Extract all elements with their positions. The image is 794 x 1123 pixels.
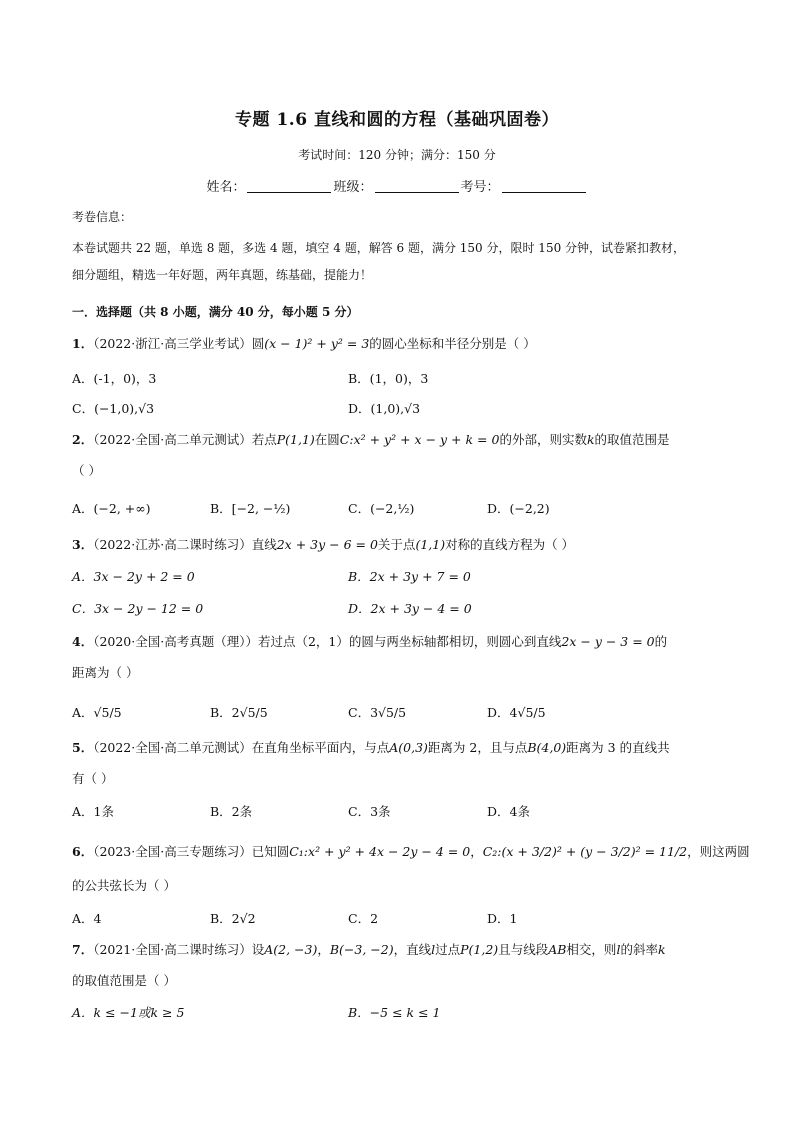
option-b: B．2x + 3y + 7 = 0 — [348, 569, 471, 584]
question-text: 的圆心坐标和半径分别是（ ） — [369, 336, 536, 351]
question-text: 的外部，则实数 — [499, 432, 587, 447]
option-b: B．−5 ≤ k ≤ 1 — [348, 1005, 441, 1020]
question-text: ，则这两圆 — [687, 844, 750, 859]
question-6 — [72, 842, 750, 862]
option-a: A．(-1，0)，3 — [72, 371, 157, 386]
question-text: 过点 — [435, 942, 461, 957]
number-label: 考号： — [460, 180, 500, 195]
question-text: ，直线 — [393, 942, 432, 957]
option-a: A．1条 — [72, 804, 114, 819]
math-expression: AB — [548, 942, 567, 957]
question-source: （2023·全国·高三专题练习） — [93, 844, 252, 859]
question-6-line-2: 的公共弦长为（ ） — [72, 878, 176, 893]
option-c: C．2 — [348, 911, 379, 926]
question-2-line-2: （ ） — [72, 463, 101, 478]
name-label: 姓名： — [206, 180, 246, 195]
option-c: C．3条 — [348, 804, 391, 819]
question-number: 1． — [72, 336, 94, 351]
math-expression: 2x − y − 3 = 0 — [561, 634, 655, 649]
option-b: B．(1，0)，3 — [348, 371, 429, 386]
name-blank[interactable] — [247, 180, 331, 193]
math-expression: B(4,0) — [527, 740, 567, 755]
math-expression: l — [616, 942, 621, 957]
question-source: （2020·全国·高考真题（理）） — [93, 634, 258, 649]
question-5 — [72, 738, 722, 758]
info-heading: 考卷信息： — [72, 210, 133, 224]
question-7-line-2: 的取值范围是（ ） — [72, 973, 176, 988]
question-source: （2022·江苏·高二课时练习） — [93, 537, 252, 552]
option-c: C．(−1,0),√3 — [72, 401, 155, 416]
option-a: A．3x − 2y + 2 = 0 — [72, 569, 195, 584]
question-text: 距离为 3 的直线共 — [566, 740, 670, 755]
question-text: 已知圆 — [251, 844, 290, 859]
question-source: （2021·全国·高二课时练习） — [93, 942, 252, 957]
question-1 — [72, 334, 722, 354]
option-d: D．4条 — [487, 804, 530, 819]
math-expression: k — [657, 942, 666, 957]
question-text: 若点 — [251, 432, 277, 447]
question-text: 圆 — [251, 336, 265, 351]
option-d: D．2x + 3y − 4 = 0 — [348, 601, 472, 616]
option-b: B．2条 — [210, 804, 253, 819]
number-blank[interactable] — [502, 180, 586, 193]
option-c: C．3√5/5 — [348, 705, 407, 720]
math-expression: P(1,1) — [276, 432, 315, 447]
question-4 — [72, 632, 722, 652]
math-expression: (x − 1)² + y² = 3 — [264, 336, 370, 351]
option-d: D．1 — [487, 911, 518, 926]
section-heading: 一．选择题（共 8 小题，满分 40 分，每小题 5 分） — [72, 305, 359, 319]
question-text: 在直角坐标平面内，与点 — [251, 740, 390, 755]
question-4-line-2: 距离为（ ） — [72, 665, 139, 680]
question-5-line-2: 有（ ） — [72, 771, 114, 786]
option-b: B．[−2, −½) — [210, 501, 291, 516]
page-title: 专题 1.6 直线和圆的方程（基础巩固卷） — [235, 110, 559, 130]
question-text: 设 — [251, 942, 265, 957]
question-number: 4． — [72, 634, 94, 649]
math-expression: 2x + 3y − 6 = 0 — [276, 537, 378, 552]
question-text: 若过点（2，1）的圆与两坐标轴都相切，则圆心到直线 — [257, 634, 562, 649]
option-a: A．√5/5 — [72, 705, 122, 720]
option-a: A．k ≤ −1或k ≥ 5 — [72, 1005, 185, 1020]
question-text: 在圆 — [314, 432, 340, 447]
info-line-2: 细分题组，精选一年好题，两年真题，练基础，提能力！ — [72, 268, 373, 282]
question-text: 且与线段 — [498, 942, 549, 957]
math-expression: k — [586, 432, 595, 447]
question-text: 相交，则 — [566, 942, 617, 957]
option-c: C．3x − 2y − 12 = 0 — [72, 601, 204, 616]
option-a: A．4 — [72, 911, 102, 926]
question-source: （2022·全国·高二单元测试） — [93, 740, 252, 755]
question-number: 5． — [72, 740, 94, 755]
option-b: B．2√2 — [210, 911, 256, 926]
exam-time: 考试时间：120 分钟；满分：150 分 — [298, 148, 496, 162]
math-expression: l — [431, 942, 436, 957]
question-text: 的取值范围是 — [594, 432, 670, 447]
student-info-line — [0, 176, 794, 195]
option-d: D．(−2,2) — [487, 501, 550, 516]
math-expression: C₂:(x + 3/2)² + (y − 3/2)² = 11/2 — [482, 844, 688, 859]
question-number: 6． — [72, 844, 94, 859]
question-text: 距离为 2，且与点 — [427, 740, 528, 755]
question-2 — [72, 430, 722, 450]
math-expression: B(−3, −2) — [329, 942, 394, 957]
question-text: 直线 — [251, 537, 277, 552]
option-b: B．2√5/5 — [210, 705, 268, 720]
question-text: 对称的直线方程为（ ） — [445, 537, 575, 552]
math-expression: (1,1) — [415, 537, 446, 552]
math-expression: A(2, −3) — [264, 942, 318, 957]
question-text: 的斜率 — [620, 942, 658, 957]
class-label: 班级： — [333, 180, 373, 195]
class-blank[interactable] — [375, 180, 459, 193]
math-expression: C:x² + y² + x − y + k = 0 — [339, 432, 500, 447]
math-expression: C₁:x² + y² + 4x − 2y − 4 = 0 — [289, 844, 471, 859]
question-number: 3． — [72, 537, 94, 552]
option-a: A．(−2, +∞) — [72, 501, 151, 516]
option-d: D．(1,0),√3 — [348, 401, 421, 416]
question-source: （2022·全国·高二单元测试） — [93, 432, 252, 447]
math-expression: A(0,3) — [389, 740, 428, 755]
math-expression: P(1,2) — [460, 942, 499, 957]
question-text: 的 — [654, 634, 668, 649]
question-text: 关于点 — [377, 537, 416, 552]
question-text: ， — [470, 844, 483, 859]
question-number: 7． — [72, 942, 94, 957]
question-number: 2． — [72, 432, 94, 447]
question-text: ， — [317, 942, 330, 957]
option-d: D．4√5/5 — [487, 705, 546, 720]
question-7 — [72, 940, 722, 960]
question-3 — [72, 535, 722, 555]
question-source: （2022·浙江·高三学业考试） — [93, 336, 252, 351]
info-line-1: 本卷试题共 22 题，单选 8 题，多选 4 题，填空 4 题，解答 6 题，满分 150 分，限时 150 分钟，试卷紧扣教材， — [72, 241, 686, 255]
option-c: C．(−2,½) — [348, 501, 415, 516]
